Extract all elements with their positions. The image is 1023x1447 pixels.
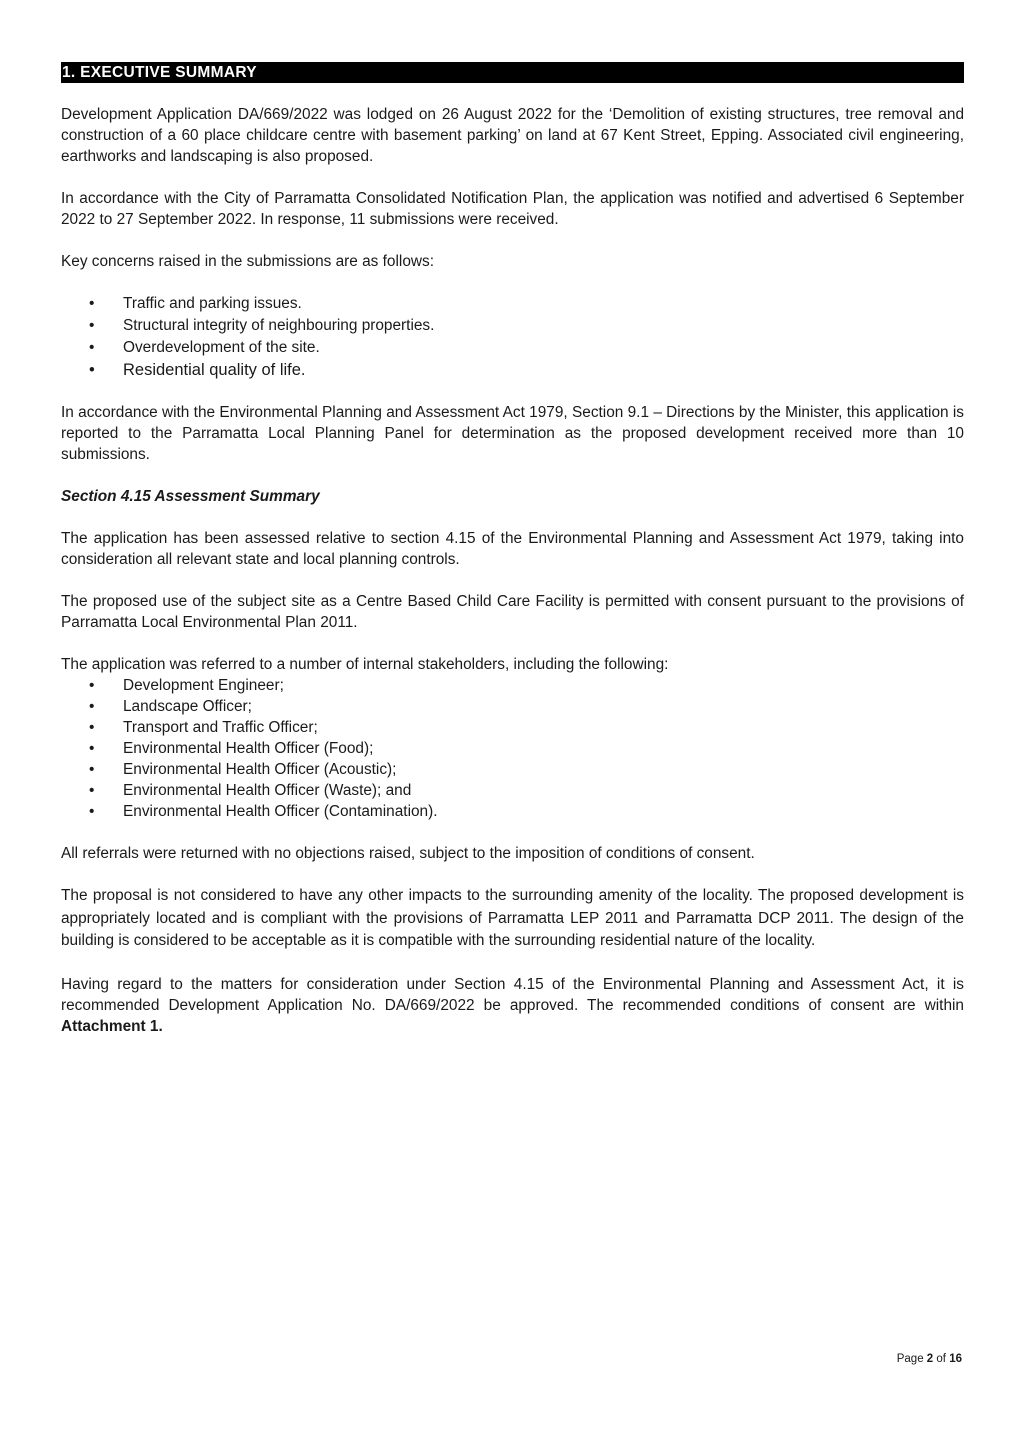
paragraph-referrals-returned: All referrals were returned with no objections raised, subject to the imposition of conditions of consent. [61,845,755,862]
list-item: • Residential quality of life. [61,359,964,381]
list-item: • Structural integrity of neighbouring properties. [61,315,964,337]
paragraph-stakeholders-intro: The application was referred to a number of internal stakeholders, including the following: [61,656,669,673]
paragraph-notification: In accordance with the City of Parramatta Consolidated Notification Plan, the application was notified and advertised 6 September 2022 to 27 September 2022. In response, 11 submissions were received. [61,190,964,228]
recommendation-text: Having regard to the matters for consideration under Section 4.15 of the Environmental Planning and Assessment Act, it is recommended Development Application No. DA/669/2022 be approved. The recommended conditions of consent are within [61,975,964,1014]
page-of: of [936,1353,946,1365]
concerns-list [61,293,964,381]
page-total: 16 [949,1353,962,1365]
list-item: • Environmental Health Officer (Contamination). [61,801,964,822]
subheading-assessment-summary: Section 4.15 Assessment Summary [61,488,320,505]
list-item: • Environmental Health Officer (Waste); and [61,780,964,801]
paragraph-assessment: The application has been assessed relative to section 4.15 of the Environmental Planning and Assessment Act 1979, taking into consideration all relevant state and local planning controls. [61,530,964,568]
page-number [897,1353,962,1365]
paragraph-permitted-use: The proposed use of the subject site as a Centre Based Child Care Facility is permitted with consent pursuant to the provisions of Parramatta Local Environmental Plan 2011. [61,593,964,631]
list-item: • Environmental Health Officer (Acoustic); [61,759,964,780]
stakeholders-list [61,675,964,822]
document-page [61,62,964,1058]
list-item: • Traffic and parking issues. [61,293,964,315]
paragraph-key-concerns-intro: Key concerns raised in the submissions are as follows: [61,253,434,270]
list-item: • Transport and Traffic Officer; [61,717,964,738]
paragraph-recommendation [61,974,964,1037]
paragraph-panel-referral: In accordance with the Environmental Planning and Assessment Act 1979, Section 9.1 – Directions by the Minister, this application is reported to the Parramatta Local Planning Panel for determination as the proposed development received more than 10 submissions. [61,404,964,463]
attachment-reference: Attachment 1. [61,1017,163,1035]
paragraph-application-overview: Development Application DA/669/2022 was lodged on 26 August 2022 for the ‘Demolition of existing structures, tree removal and construction of a 60 place childcare centre with basement parking’ on land at 67 Kent Street, Epping. Associated civil engineering, earthworks and landscaping is also proposed. [61,106,964,165]
list-item: • Development Engineer; [61,675,964,696]
list-item: • Landscape Officer; [61,696,964,717]
list-item: • Environmental Health Officer (Food); [61,738,964,759]
section-heading: 1. EXECUTIVE SUMMARY [61,62,964,83]
page-label: Page [896,1353,924,1365]
page-current: 2 [926,1353,934,1365]
paragraph-amenity: The proposal is not considered to have any other impacts to the surrounding amenity of the locality. The proposed development is appropriately located and is compliant with the provisions of Parramatta LEP 2011 and Parramatta DCP 2011. The design of the building is considered to be acceptable as it is compatible with the surrounding residential nature of the locality. [61,887,964,949]
list-item: • Overdevelopment of the site. [61,337,964,359]
